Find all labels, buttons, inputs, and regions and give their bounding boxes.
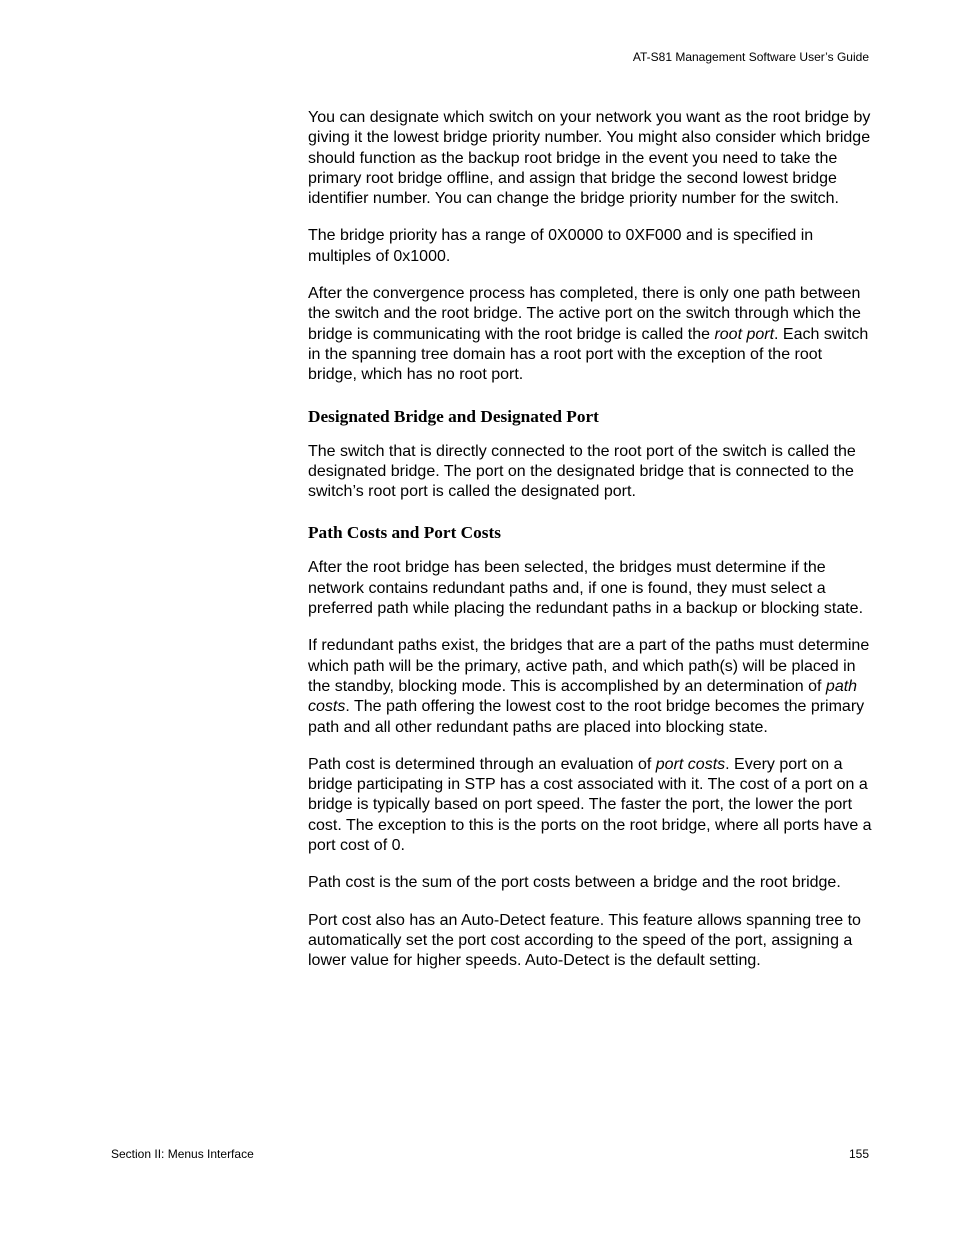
paragraph-designated-bridge: The switch that is directly connected to the root port of the switch is called the designated bridge. The port on the designated bridge that is connected to the switch’s root port is called the designated port.: [308, 442, 856, 501]
text-run: If redundant paths exist, the bridges that are a part of the paths must determine which path will be the primary, active path, and which path(s) will be placed in the standby, blocking mode. This is accomplished by an determination of: [308, 637, 870, 695]
page-body: [308, 108, 874, 989]
paragraph-root-bridge-priority: You can designate which switch on your network you want as the root bridge by giving it the lowest bridge priority number. You might also consider which bridge should function as the backup root bridge in the event you need to take the primary root bridge offline, and assign that bridge the second lowest bridge identifier number. You can change the bridge priority number for the switch.: [308, 109, 871, 208]
paragraph-port-costs: [308, 755, 874, 856]
footer-section: Section II: Menus Interface: [111, 1147, 254, 1161]
term-root-port: root port: [714, 325, 775, 343]
paragraph-priority-range: The bridge priority has a range of 0X0000 to 0XF000 and is specified in multiples of 0x1000.: [308, 227, 814, 265]
text-run: . The path offering the lowest cost to the root bridge becomes the primary path and all other redundant paths are placed into blocking state.: [308, 698, 865, 736]
running-header: AT-S81 Management Software User’s Guide: [632, 50, 869, 64]
text-run: . Every port on a bridge participating in STP has a cost associated with it. The cost of a port on a bridge is typically based on port speed. The faster the port, the lower the port cost. The exception to this is the ports on the root bridge, where all ports have a port cost of 0.: [308, 755, 872, 855]
section-heading-designated-bridge: Designated Bridge and Designated Port: [308, 406, 599, 426]
paragraph-root-port: [308, 284, 874, 385]
paragraph-redundant-paths: After the root bridge has been selected, the bridges must determine if the network contains redundant paths and, if one is found, they must select a preferred path while placing the redundant paths in a backup or blocking state.: [308, 559, 864, 618]
text-run: . Each switch in the spanning tree domain has a root port with the exception of the root bridge, which has no root port.: [308, 325, 869, 384]
term-path-costs: path costs: [308, 677, 858, 716]
text-run: After the convergence process has completed, there is only one path between the switch and the root bridge. The active port on the switch through which the bridge is communicating with the root bridge is called the: [308, 285, 861, 343]
term-port-costs: port costs: [655, 755, 726, 773]
paragraph-path-cost-sum: Path cost is the sum of the port costs between a bridge and the root bridge.: [308, 874, 841, 892]
footer-page-number: 155: [848, 1147, 869, 1161]
paragraph-auto-detect: Port cost also has an Auto-Detect feature. This feature allows spanning tree to automatically set the port cost according to the speed of the port, assigning a lower value for higher speeds. Auto-Detect is the default setting.: [308, 911, 861, 970]
paragraph-path-costs: [308, 636, 874, 737]
section-heading-path-costs: Path Costs and Port Costs: [308, 523, 501, 543]
text-run: Path cost is determined through an evaluation of: [308, 755, 656, 773]
